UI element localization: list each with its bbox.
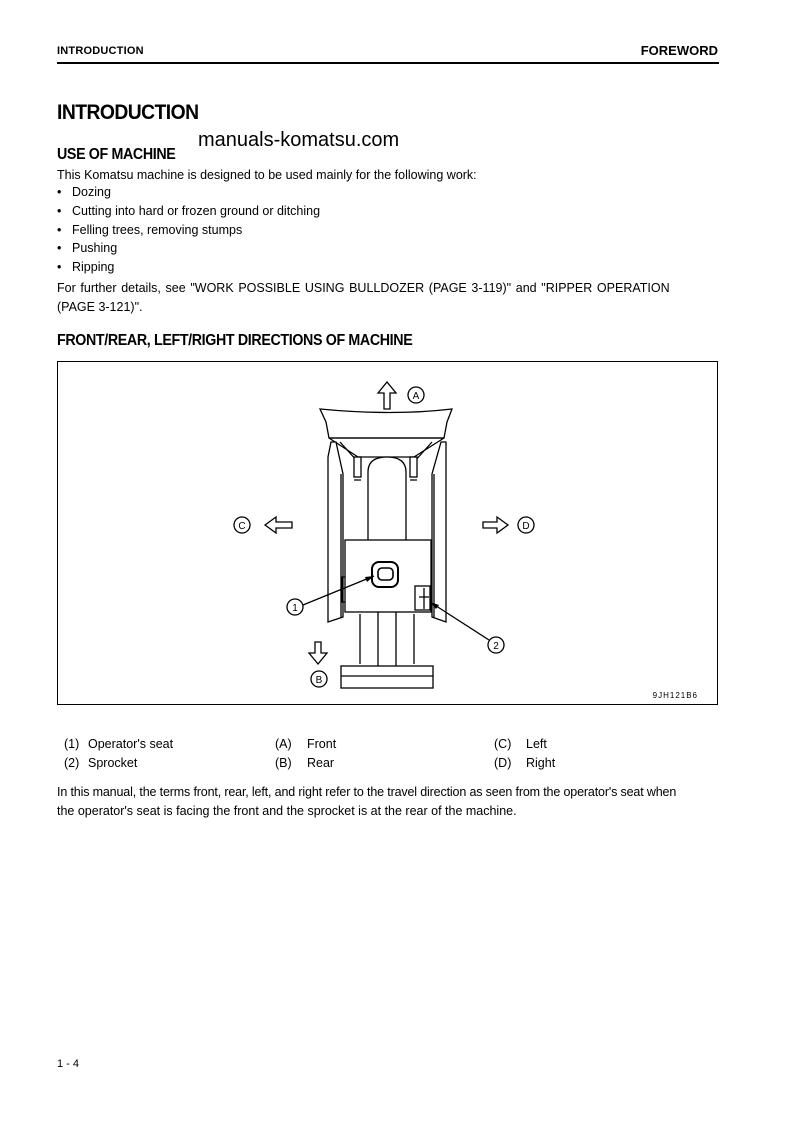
legend-item: (1) Operator's seat (64, 737, 174, 751)
direction-paragraph-line-1: In this manual, the terms front, rear, left, and right refer to the travel direction as seen from the operator's seat when (57, 785, 677, 799)
bullet-icon: • (57, 204, 62, 218)
engine-hood (368, 457, 406, 542)
bullet-icon: • (57, 185, 62, 199)
use-intro: This Komatsu machine is designed to be used mainly for the following work: (57, 168, 477, 182)
operator-seat-icon (372, 562, 398, 587)
bullet-icon: • (57, 260, 62, 274)
left-arrow-icon (265, 517, 292, 533)
left-track (328, 442, 343, 622)
callout-1-label: 1 (292, 603, 298, 614)
callout-b-label: B (315, 675, 323, 686)
list-item (57, 204, 320, 218)
watermark: manuals-komatsu.com (198, 129, 400, 151)
list-item (57, 185, 111, 199)
right-track (432, 442, 446, 622)
dozer-blade (320, 409, 452, 438)
directions-heading: FRONT/REAR, LEFT/RIGHT DIRECTIONS OF MACHINE (57, 332, 413, 349)
list-item-text: Ripping (72, 260, 115, 274)
running-header-chapter: FOREWORD (640, 43, 718, 58)
bullet-icon: • (57, 241, 62, 255)
direction-paragraph-line-2: the operator's seat is facing the front and the sprocket is at the rear of the machine. (57, 804, 517, 818)
ripper (341, 612, 433, 688)
legend-item: (D) Right (494, 756, 556, 770)
leader-line-2 (430, 602, 489, 640)
header-rule (57, 62, 719, 64)
front-arrow-icon (378, 382, 396, 409)
figure-code: 9JH121B6 (652, 691, 698, 700)
further-details-line-1: For further details, see "WORK POSSIBLE USING BULLDOZER (PAGE 3-119)" and "RIPPER OPERATION (57, 281, 670, 295)
machine-direction-figure (57, 361, 718, 705)
legend-item: (A) Front (275, 737, 337, 751)
legend-item: (B) Rear (275, 756, 335, 770)
list-item-text: Cutting into hard or frozen ground or ditching (72, 204, 321, 218)
list-item (57, 223, 242, 237)
list-item (57, 260, 114, 274)
legend-text: Operator's seat (88, 737, 174, 751)
use-heading: USE OF MACHINE (57, 146, 176, 163)
page-title: INTRODUCTION (57, 101, 199, 124)
list-item-text: Dozing (72, 185, 111, 199)
callout-a-label: A (412, 391, 420, 402)
legend-text: Front (307, 737, 337, 751)
callout-2-label: 2 (493, 641, 499, 652)
list-item-text: Felling trees, removing stumps (72, 223, 243, 237)
legend-text: Rear (307, 756, 335, 770)
legend-text: Sprocket (88, 756, 138, 770)
rear-arrow-icon (309, 642, 327, 664)
further-details-line-2: (PAGE 3-121)". (57, 300, 143, 314)
right-arrow-icon (483, 517, 508, 533)
bulldozer-top-view-diagram (58, 362, 717, 704)
bullet-icon: • (57, 223, 62, 237)
list-item (57, 241, 117, 255)
callout-c-label: C (238, 521, 246, 532)
legend-text: Right (526, 756, 556, 770)
legend-text: Left (526, 737, 547, 751)
list-item-text: Pushing (72, 241, 118, 255)
page-number: 1 - 4 (57, 1058, 80, 1070)
legend-item: (2) Sprocket (64, 756, 138, 770)
legend-item: (C) Left (494, 737, 547, 751)
callout-d-label: D (522, 521, 530, 532)
running-header-section: INTRODUCTION (57, 45, 144, 57)
sprocket-icon (415, 586, 430, 610)
